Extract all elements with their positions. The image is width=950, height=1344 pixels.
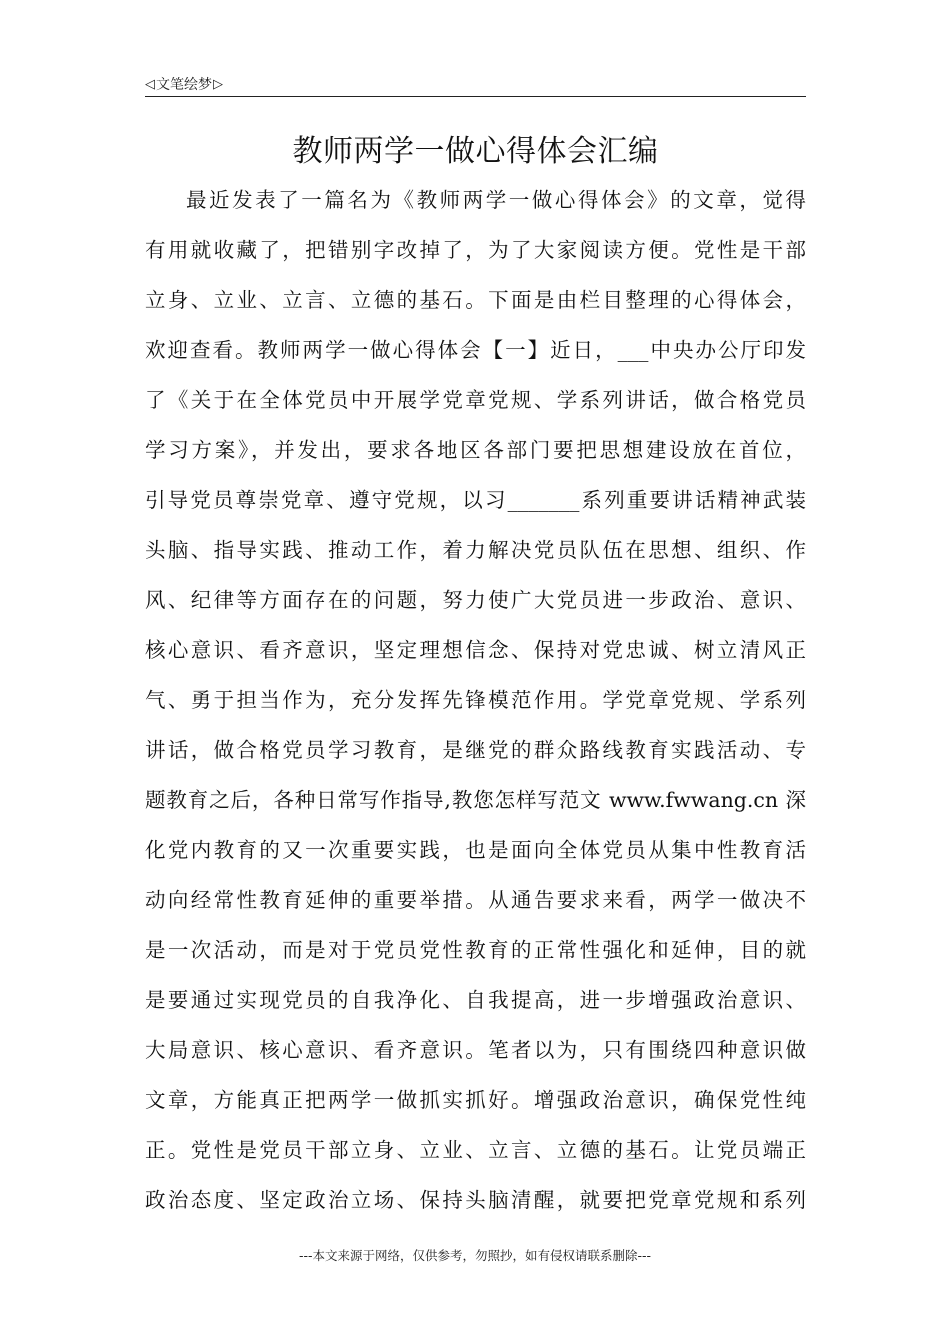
document-title: 教师两学一做心得体会汇编 bbox=[292, 134, 659, 169]
left-triangle-icon: ◁ bbox=[145, 76, 155, 92]
body-line: 大局意识、核心意识、看齐意识。笔者以为，只有围绕四种意识做 bbox=[145, 1038, 806, 1062]
body-line: 正。党性是党员干部立身、立业、立言、立德的基石。让党员端正 bbox=[145, 1138, 806, 1162]
body-line: 化党内教育的又一次重要实践，也是面向全体党员从集中性教育活 bbox=[145, 838, 806, 862]
page-footer: ---本文来源于网络，仅供参考，勿照抄，如有侵权请联系删除--- bbox=[298, 1248, 652, 1263]
page-header bbox=[145, 74, 223, 94]
body-text bbox=[145, 180, 806, 1230]
body-line: 是要通过实现党员的自我净化、自我提高，进一步增强政治意识、 bbox=[145, 988, 806, 1012]
body-line: 政治态度、坚定政治立场、保持头脑清醒，就要把党章党规和系列 bbox=[145, 1188, 806, 1212]
body-line: 题教育之后，各种日常写作指导,教您怎样写范文 www.fwwang.cn 深 bbox=[145, 788, 806, 812]
body-line: 欢迎查看。教师两学一做心得体会【一】近日，___中央办公厅印发 bbox=[145, 338, 806, 362]
header-text: 文笔绘梦 bbox=[156, 77, 212, 93]
body-line: 立身、立业、立言、立德的基石。下面是由栏目整理的心得体会， bbox=[145, 288, 806, 312]
body-line: 引导党员尊崇党章、遵守党规，以习_______系列重要讲话精神武装 bbox=[145, 488, 806, 512]
body-line: 动向经常性教育延伸的重要举措。从通告要求来看，两学一做决不 bbox=[145, 888, 806, 912]
body-line: 头脑、指导实践、推动工作，着力解决党员队伍在思想、组织、作 bbox=[145, 538, 806, 562]
body-line: 气、勇于担当作为，充分发挥先锋模范作用。学党章党规、学系列 bbox=[145, 688, 806, 712]
body-line: 风、纪律等方面存在的问题，努力使广大党员进一步政治、意识、 bbox=[145, 588, 806, 612]
body-line: 了《关于在全体党员中开展学党章党规、学系列讲话，做合格党员 bbox=[145, 388, 806, 412]
header-divider bbox=[145, 96, 806, 97]
body-line: 是一次活动，而是对于党员党性教育的正常性强化和延伸，目的就 bbox=[145, 938, 806, 962]
body-line: 讲话，做合格党员学习教育，是继党的群众路线教育实践活动、专 bbox=[145, 738, 806, 762]
body-line: 有用就收藏了，把错别字改掉了，为了大家阅读方便。党性是干部 bbox=[145, 238, 806, 262]
body-line: 最近发表了一篇名为《教师两学一做心得体会》的文章，觉得 bbox=[186, 188, 806, 212]
body-line: 核心意识、看齐意识，坚定理想信念、保持对党忠诚、树立清风正 bbox=[145, 638, 806, 662]
body-line: 学习方案》，并发出，要求各地区各部门要把思想建设放在首位， bbox=[145, 438, 806, 462]
body-line: 文章，方能真正把两学一做抓实抓好。增强政治意识，确保党性纯 bbox=[145, 1088, 806, 1112]
right-triangle-icon: ▷ bbox=[213, 76, 223, 92]
